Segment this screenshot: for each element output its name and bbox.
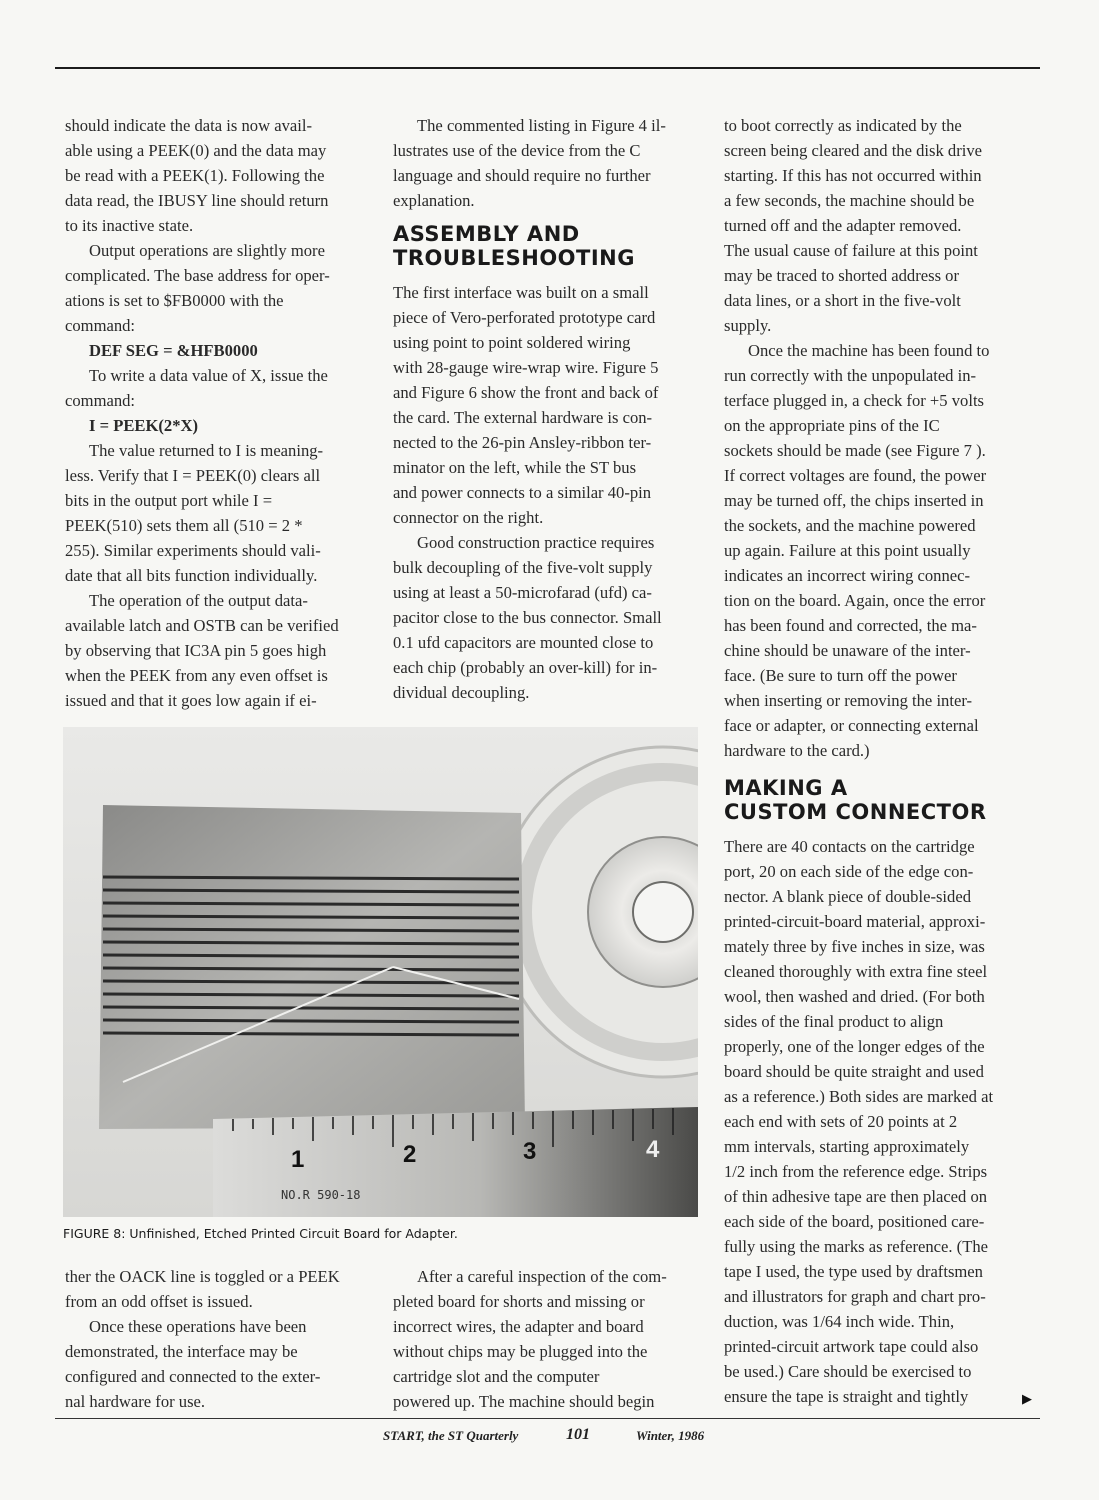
text-line: date that all bits function individually. [65, 566, 318, 585]
text-line: of thin adhesive tape are then placed on [724, 1187, 988, 1206]
text-line: nector. A blank piece of double-sided [724, 887, 971, 906]
text-line: fully using the marks as reference. (The [724, 1237, 989, 1256]
text-line: to boot correctly as indicated by the [724, 116, 962, 135]
text-line: pleted board for shorts and missing or [393, 1292, 645, 1311]
text-line: starting. If this has not occurred within [724, 166, 982, 185]
text-line: be read with a PEEK(1). Following the [65, 166, 325, 185]
text-line: using at least a 50-microfarad (ufd) ca- [393, 583, 652, 602]
text-line: bits in the output port while I = [65, 491, 273, 510]
column-3 [724, 113, 1042, 1409]
text-line: connector on the right. [393, 508, 544, 527]
text-line: command: [65, 391, 136, 410]
paragraph [65, 588, 385, 713]
text-line: tion on the board. Again, once the error [724, 591, 986, 610]
text-line: Good construction practice requires [417, 533, 655, 552]
text-line: duction, was 1/64 inch wide. Thin, [724, 1312, 955, 1331]
text-line: data read, the IBUSY line should return [65, 191, 329, 210]
paragraph [724, 338, 1042, 763]
figure-caption: FIGURE 8: Unfinished, Etched Printed Circuit Board for Adapter. [63, 1226, 458, 1241]
paragraph [65, 438, 385, 588]
text-line: from an odd offset is issued. [65, 1292, 253, 1311]
text-line: After a careful inspection of the com- [417, 1267, 667, 1286]
text-line: data lines, or a short in the five-volt [724, 291, 961, 310]
text-line: to its inactive state. [65, 216, 194, 235]
column-2-bottom [393, 1264, 703, 1414]
continue-arrow-icon: ▶ [1022, 1391, 1032, 1406]
text-line: be used.) Care should be exercised to [724, 1362, 972, 1381]
text-line: indicates an incorrect wiring connec- [724, 566, 971, 585]
footer-publication: START, the ST Quarterly [383, 1428, 519, 1443]
column-1-bottom [65, 1264, 385, 1414]
text-line: each side of the board, positioned care- [724, 1212, 985, 1231]
text-line: when inserting or removing the inter- [724, 691, 973, 710]
paragraph [65, 1264, 385, 1314]
text-line: explanation. [393, 191, 475, 210]
text-line: may be traced to shorted address or [724, 266, 959, 285]
text-line: Once the machine has been found to [748, 341, 990, 360]
code-command: I = PEEK(2*X) [89, 416, 199, 435]
text-line: piece of Vero-perforated prototype card [393, 308, 656, 327]
text-line: should indicate the data is now avail- [65, 116, 312, 135]
column-1-top [65, 113, 385, 713]
text-line: The operation of the output data- [89, 591, 308, 610]
bottom-rule [55, 1418, 1040, 1419]
paragraph [393, 280, 703, 530]
text-line: as a reference.) Both sides are marked at [724, 1087, 994, 1106]
text-line: wool, then washed and dried. (For both [724, 987, 985, 1006]
paragraph [393, 530, 703, 705]
text-line: Once these operations have been [89, 1317, 307, 1336]
paragraph [65, 363, 385, 413]
text-line: pacitor close to the bus connector. Small [393, 608, 662, 627]
paragraph [65, 113, 385, 238]
text-line: If correct voltages are found, the power [724, 466, 987, 485]
text-line: and illustrators for graph and chart pro- [724, 1287, 986, 1306]
text-line: on the appropriate pins of the IC [724, 416, 940, 435]
text-line: PEEK(510) sets them all (510 = 2 * [65, 516, 303, 535]
text-line: a few seconds, the machine should be [724, 191, 975, 210]
ruler-number-4: 4 [646, 1136, 660, 1163]
text-line: lustrates use of the device from the C [393, 141, 641, 160]
text-line: terface plugged in, a check for +5 volts [724, 391, 985, 410]
text-line: complicated. The base address for oper- [65, 266, 330, 285]
code-command: DEF SEG = &HFB0000 [89, 341, 258, 360]
text-line: The value returned to I is meaning- [89, 441, 324, 460]
text-line: without chips may be plugged into the [393, 1342, 648, 1361]
heading-line: MAKING A [724, 776, 848, 800]
heading-line: ASSEMBLY AND [393, 222, 580, 246]
text-line: tape I used, the type used by draftsmen [724, 1262, 983, 1281]
text-line: by observing that IC3A pin 5 goes high [65, 641, 327, 660]
ruler-number-3: 3 [523, 1138, 537, 1165]
text-line: port, 20 on each side of the edge con- [724, 862, 974, 881]
text-line: up again. Failure at this point usually [724, 541, 971, 560]
text-line: The commented listing in Figure 4 il- [417, 116, 666, 135]
text-line: cleaned thoroughly with extra fine steel [724, 962, 988, 981]
text-line: ensure the tape is straight and tightly [724, 1387, 969, 1406]
top-rule [55, 67, 1040, 69]
text-line: There are 40 contacts on the cartridge [724, 837, 975, 856]
text-line: when the PEEK from any even offset is [65, 666, 328, 685]
text-line: able using a PEEK(0) and the data may [65, 141, 327, 160]
paragraph [65, 1314, 385, 1414]
heading-line: CUSTOM CONNECTOR [724, 800, 987, 824]
text-line: The first interface was built on a small [393, 283, 649, 302]
text-line: face. (Be sure to turn off the power [724, 666, 957, 685]
text-line: printed-circuit artwork tape could also [724, 1337, 979, 1356]
text-line: the card. The external hardware is con- [393, 408, 653, 427]
footer-issue: Winter, 1986 [636, 1428, 705, 1443]
text-line: each end with sets of 20 points at 2 [724, 1112, 958, 1131]
text-line: 1/2 inch from the reference edge. Strips [724, 1162, 988, 1181]
text-line: language and should require no further [393, 166, 651, 185]
text-line: and power connects to a similar 40-pin [393, 483, 652, 502]
text-line: may be turned off, the chips inserted in [724, 491, 984, 510]
text-line: cartridge slot and the computer [393, 1367, 600, 1386]
ruler-stamp: NO.R 590-18 [281, 1188, 361, 1202]
text-line: bulk decoupling of the five-volt supply [393, 558, 653, 577]
text-line: incorrect wires, the adapter and board [393, 1317, 644, 1336]
text-line: minator on the left, while the ST bus [393, 458, 637, 477]
ruler-number-2: 2 [403, 1141, 417, 1168]
page-number: 101 [566, 1426, 590, 1443]
text-line: face or adapter, or connecting external [724, 716, 979, 735]
text-line: powered up. The machine should begin [393, 1392, 655, 1411]
text-line: ations is set to $FB0000 with the [65, 291, 284, 310]
text-line: properly, one of the longer edges of the [724, 1037, 985, 1056]
figure-8-photo [63, 727, 698, 1217]
text-line: available latch and OSTB can be verified [65, 616, 339, 635]
text-line: supply. [724, 316, 772, 335]
section-heading [724, 776, 1042, 824]
text-line: command: [65, 316, 136, 335]
text-line: and Figure 6 show the front and back of [393, 383, 659, 402]
heading-line: TROUBLESHOOTING [393, 246, 635, 270]
ruler-number-1: 1 [291, 1146, 305, 1173]
text-line: board should be quite straight and used [724, 1062, 984, 1081]
text-line: less. Verify that I = PEEK(0) clears all [65, 466, 321, 485]
text-line: run correctly with the unpopulated in- [724, 366, 977, 385]
text-line: each chip (probably an over-kill) for in- [393, 658, 658, 677]
paragraph [724, 834, 1042, 1409]
text-line: The usual cause of failure at this point [724, 241, 978, 260]
paragraph [393, 113, 703, 213]
text-line: nected to the 26-pin Ansley-ribbon ter- [393, 433, 652, 452]
paragraph [393, 1264, 703, 1414]
paragraph [724, 113, 1042, 338]
text-line: ther the OACK line is toggled or a PEEK [65, 1267, 340, 1286]
column-2-top [393, 113, 703, 705]
text-line: printed-circuit-board material, approxi- [724, 912, 986, 931]
text-line: Output operations are slightly more [89, 241, 325, 260]
text-line: mm intervals, starting approximately [724, 1137, 970, 1156]
text-line: using point to point soldered wiring [393, 333, 631, 352]
text-line: 0.1 ufd capacitors are mounted close to [393, 633, 654, 652]
text-line: has been found and corrected, the ma- [724, 616, 977, 635]
text-line: screen being cleared and the disk drive [724, 141, 983, 160]
section-heading [393, 222, 703, 270]
text-line: demonstrated, the interface may be [65, 1342, 298, 1361]
text-line: issued and that it goes low again if ei- [65, 691, 317, 710]
text-line: 255). Similar experiments should vali- [65, 541, 321, 560]
text-line: with 28-gauge wire-wrap wire. Figure 5 [393, 358, 659, 377]
paragraph [65, 238, 385, 338]
text-line: chine should be unaware of the inter- [724, 641, 971, 660]
text-line: sockets should be made (see Figure 7 ). [724, 441, 986, 460]
text-line: mately three by five inches in size, was [724, 937, 985, 956]
text-line: To write a data value of X, issue the [89, 366, 328, 385]
text-line: turned off and the adapter removed. [724, 216, 962, 235]
text-line: configured and connected to the exter- [65, 1367, 321, 1386]
text-line: sides of the final product to align [724, 1012, 944, 1031]
text-line: hardware to the card.) [724, 741, 870, 760]
text-line: nal hardware for use. [65, 1392, 206, 1411]
text-line: the sockets, and the machine powered [724, 516, 976, 535]
text-line: dividual decoupling. [393, 683, 530, 702]
